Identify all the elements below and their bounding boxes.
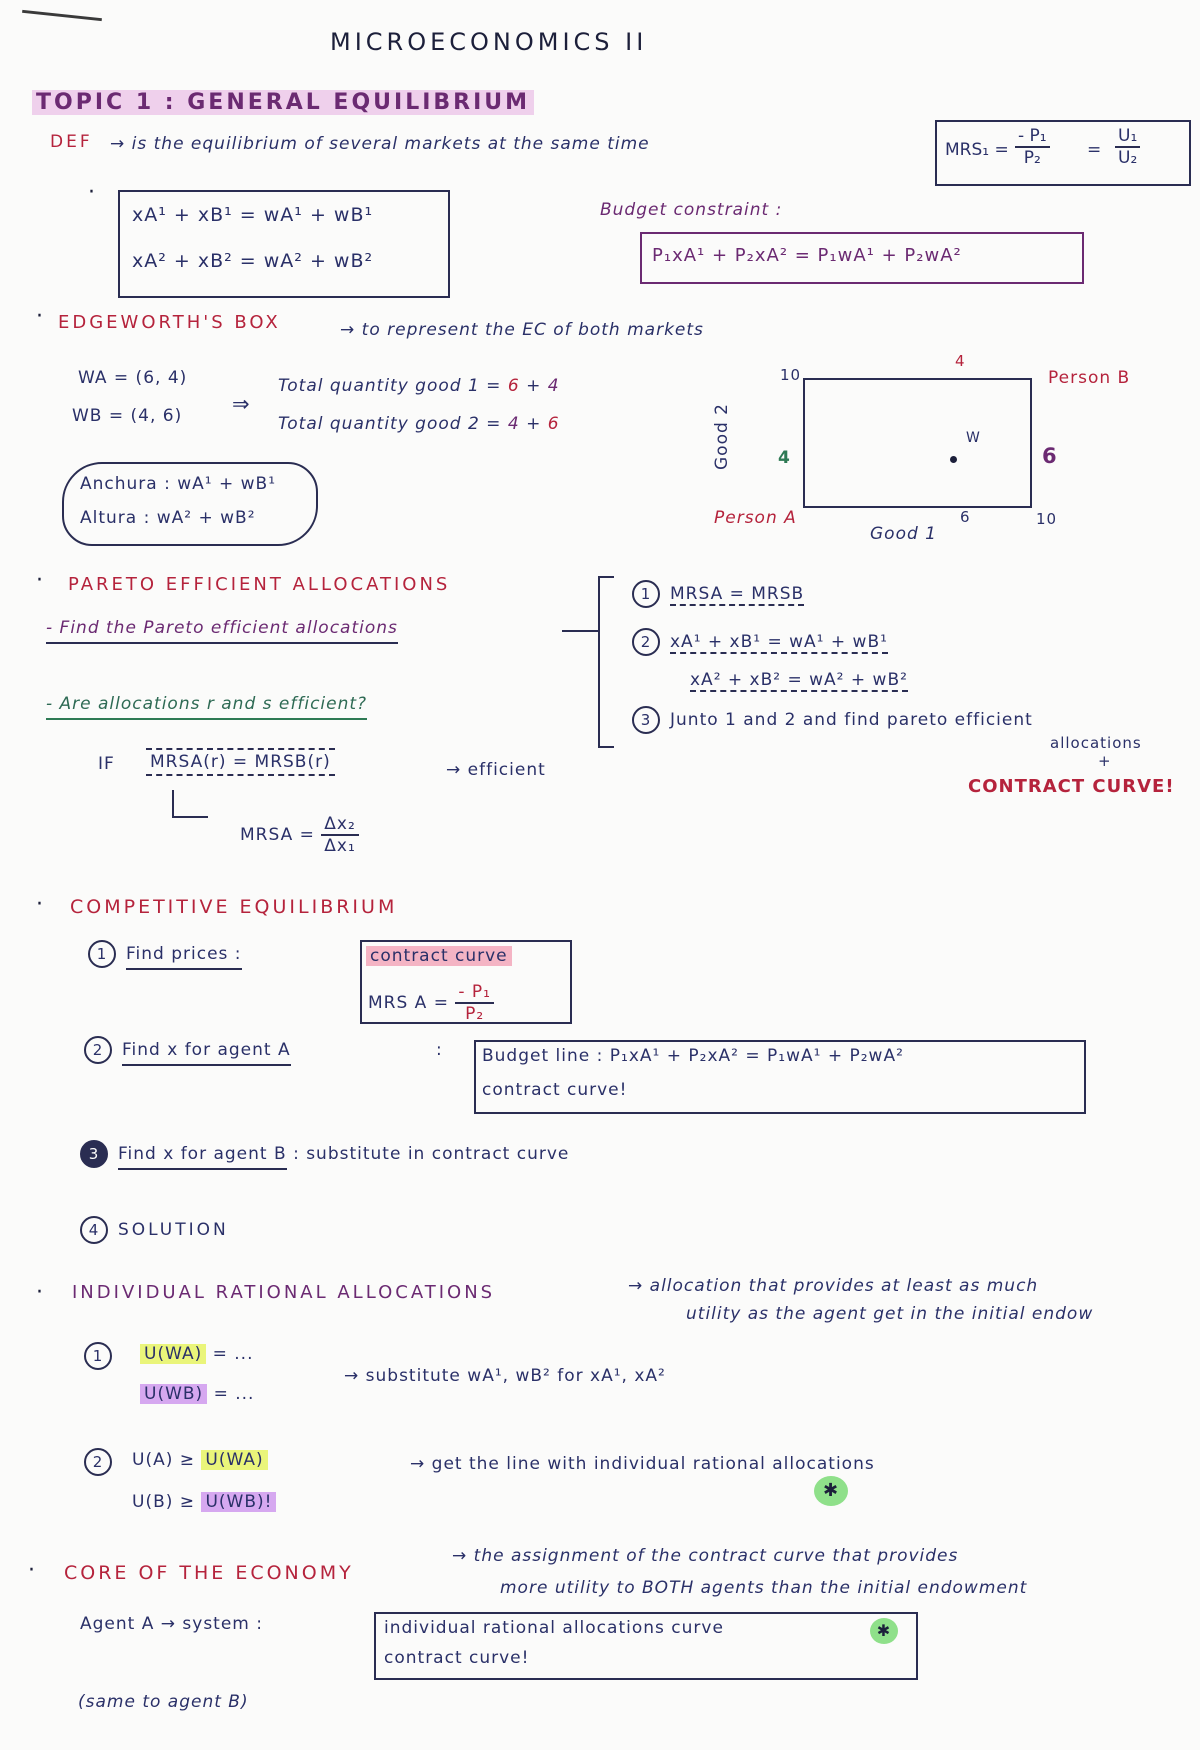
pareto-step-2b: xA² + xB² = wA² + wB² xyxy=(690,670,908,690)
anchura-altura-cloud xyxy=(62,462,318,546)
mrs-box-price-ratio: $\frac{\text{- P₁}}{\text{P₂}}$ xyxy=(1015,126,1050,168)
mrs-box-eq: = xyxy=(1087,140,1102,160)
budget-line-box xyxy=(474,1040,1086,1114)
same-agent-b: (same to agent B) xyxy=(78,1692,249,1712)
market-clearing-line-1: xA¹ + xB¹ = wA¹ + wB¹ xyxy=(132,204,374,226)
box-right-mid-label: 6 xyxy=(1042,444,1058,468)
ce-step-2-colon: : xyxy=(436,1040,443,1060)
prices-box-mrs: MRS A = $\frac{\text{- P₁}}{\text{P₂}}$ xyxy=(368,982,494,1024)
utility-wa: U(WA) = ... xyxy=(140,1344,253,1364)
box-top-mid-label: 4 xyxy=(955,352,966,370)
topic-heading: TOPIC 1 : GENERAL EQUILIBRIUM xyxy=(32,90,534,115)
pareto-bracket xyxy=(598,576,614,748)
bullet: · xyxy=(36,304,43,329)
good-1-axis-label: Good 1 xyxy=(870,524,937,544)
person-b-label: Person B xyxy=(1048,368,1131,388)
bullet: · xyxy=(36,892,43,917)
if-label: IF xyxy=(98,754,115,774)
core-star-marker: ✱ xyxy=(870,1618,898,1644)
bullet: · xyxy=(36,568,43,593)
prices-box-contract-curve: contract curve xyxy=(366,946,512,966)
contract-curve-label: CONTRACT CURVE! xyxy=(968,776,1175,797)
endowment-wb: WB = (4, 6) xyxy=(72,406,183,426)
core-desc-1: → the assignment of the contract curve that provides xyxy=(452,1546,959,1566)
substitute-text: → substitute wA¹, wB² for xA¹, xA² xyxy=(344,1366,666,1386)
inequality-a: U(A) ≥ U(WA) xyxy=(132,1450,268,1470)
box-bottom-right-label: 10 xyxy=(1036,510,1058,528)
utility-wb: U(WB) = ... xyxy=(140,1384,254,1404)
budget-line-contract-curve: contract curve! xyxy=(482,1080,628,1100)
box-bottom-mid-label: 6 xyxy=(960,508,971,526)
total-good-1: Total quantity good 1 = 6 + 4 xyxy=(278,376,560,396)
pareto-step-3: 3 Junto 1 and 2 and find pareto efficient xyxy=(632,706,1033,734)
bullet: · xyxy=(36,1280,43,1305)
mrs-box-lhs: MRS₁ = xyxy=(945,140,1009,160)
core-box-line-2: contract curve! xyxy=(384,1648,530,1668)
ir-step-2: 2 xyxy=(84,1448,122,1476)
allocations-text: allocations xyxy=(1050,734,1142,752)
pareto-connector xyxy=(562,630,598,632)
individual-desc-2: utility as the agent get in the initial endow xyxy=(686,1304,1094,1324)
if-condition: MRSA(r) = MRSB(r) xyxy=(146,752,335,772)
endowment-point-label: W xyxy=(966,430,981,446)
bullet: · xyxy=(88,180,95,205)
ce-step-3: 3 Find x for agent B : substitute in contract curve xyxy=(80,1140,569,1168)
star-marker: ✱ xyxy=(814,1476,848,1506)
pareto-heading: PARETO EFFICIENT ALLOCATIONS xyxy=(68,574,451,595)
good-2-axis-label: Good 2 xyxy=(712,403,732,470)
implies-arrow: ⇒ xyxy=(232,392,251,416)
edgeworth-box-diagram xyxy=(803,378,1032,508)
pareto-step-2: 2 xA¹ + xB¹ = wA¹ + wB¹ xyxy=(632,628,888,656)
ce-step-2: 2 Find x for agent A xyxy=(84,1036,291,1064)
competitive-heading: COMPETITIVE EQUILIBRIUM xyxy=(70,896,398,918)
page-title: MICROECONOMICS II xyxy=(330,28,648,56)
core-heading: CORE OF THE ECONOMY xyxy=(64,1562,354,1584)
budget-equation: P₁xA¹ + P₂xA² = P₁wA¹ + P₂wA² xyxy=(652,245,962,266)
budget-label: Budget constraint : xyxy=(600,200,783,220)
person-a-label: Person A xyxy=(714,508,797,528)
core-desc-2: more utility to BOTH agents than the initial endowment xyxy=(500,1578,1028,1598)
endowment-point xyxy=(950,456,957,463)
altura-text: Altura : wA² + wB² xyxy=(80,508,256,528)
edgeworth-heading: EDGEWORTH'S BOX xyxy=(58,312,281,333)
get-line-text: → get the line with individual rational allocations xyxy=(410,1454,875,1474)
core-agent: Agent A → system : xyxy=(80,1614,263,1634)
core-system-box xyxy=(374,1612,918,1680)
box-left-mid-label: 4 xyxy=(778,448,791,468)
budget-box xyxy=(640,232,1084,284)
individual-desc-1: → allocation that provides at least as much xyxy=(628,1276,1039,1296)
mrs-definition-box xyxy=(935,120,1191,186)
pareto-find: - Find the Pareto efficient allocations xyxy=(46,618,398,644)
anchura-text: Anchura : wA¹ + wB¹ xyxy=(80,474,277,494)
bullet: · xyxy=(28,1558,35,1583)
individual-heading: INDIVIDUAL RATIONAL ALLOCATIONS xyxy=(72,1282,496,1303)
def-label: DEF xyxy=(50,132,93,152)
box-top-left-label: 10 xyxy=(780,366,802,384)
def-text: → is the equilibrium of several markets at the same time xyxy=(110,134,650,154)
total-good-2: Total quantity good 2 = 4 + 6 xyxy=(278,414,560,434)
ce-step-1: 1 Find prices : xyxy=(88,940,242,968)
pareto-question: - Are allocations r and s efficient? xyxy=(46,694,367,720)
ir-step-1: 1 xyxy=(84,1342,122,1370)
prices-box xyxy=(360,940,572,1024)
edgeworth-desc: → to represent the EC of both markets xyxy=(340,320,704,340)
pareto-step-1: 1 MRSA = MRSB xyxy=(632,580,804,608)
if-arrow-right xyxy=(172,816,208,818)
endowment-wa: WA = (6, 4) xyxy=(78,368,188,388)
market-clearing-line-2: xA² + xB² = wA² + wB² xyxy=(132,250,374,272)
core-box-line-1: individual rational allocations curve xyxy=(384,1618,724,1638)
if-arrow-down xyxy=(172,790,174,816)
budget-line-text: Budget line : P₁xA¹ + P₂xA² = P₁wA¹ + P₂wA² xyxy=(482,1046,904,1066)
mrs-box-utility-ratio: $\frac{\text{U₁}}{\text{U₂}}$ xyxy=(1115,126,1140,168)
ce-step-4: 4 SOLUTION xyxy=(80,1216,229,1244)
inequality-b: U(B) ≥ U(WB)! xyxy=(132,1492,276,1512)
page-edge-mark xyxy=(22,10,102,21)
plus-sign: + xyxy=(1098,752,1112,770)
mrs-definition: MRSA = $\frac{\text{Δx₂}}{\text{Δx₁}}$ xyxy=(240,814,359,856)
if-result: → efficient xyxy=(446,760,546,780)
market-clearing-box xyxy=(118,190,450,298)
